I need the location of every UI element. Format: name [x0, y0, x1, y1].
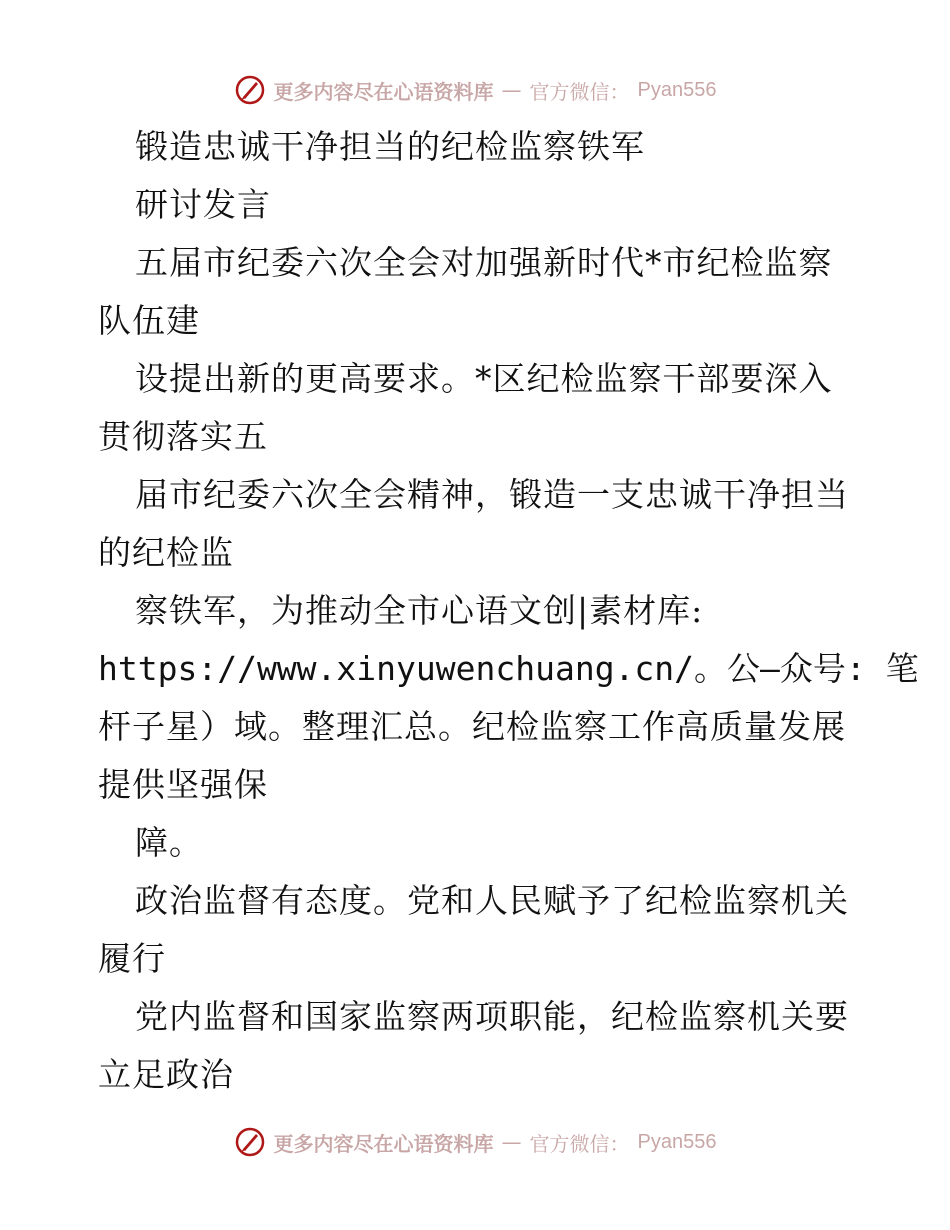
watermark-wechat-label: 官方微信：	[529, 1131, 630, 1156]
paragraph-line: 察铁军，为推动全市心语文创|素材库:	[135, 591, 704, 630]
paragraph-line: 政治监督有态度。党和人民赋予了纪检监察机关	[135, 881, 849, 920]
paragraph-line: 贯彻落实五	[98, 417, 268, 456]
paragraph-line-url: https://www.xinyuwenchuang.cn/。公—众号: 笔	[98, 649, 919, 688]
paragraph-line: 障。	[135, 823, 203, 862]
quill-logo-icon	[234, 74, 266, 106]
paragraph-line: 履行	[98, 939, 166, 978]
watermark-site-text: 更多内容尽在心语资料库	[273, 79, 494, 104]
paragraph-line: 党内监督和国家监察两项职能，纪检监察机关要	[135, 997, 849, 1036]
document-title: 锻造忠诚干净担当的纪检监察铁军	[135, 127, 645, 166]
paragraph-line: 立足政治	[98, 1055, 234, 1094]
watermark-wechat-label: 官方微信：	[529, 79, 630, 104]
watermark-separator: —	[501, 1130, 522, 1154]
watermark-wechat-id: Pyan556	[637, 78, 717, 101]
paragraph-line: 五届市纪委六次全会对加强新时代*市纪检监察	[135, 243, 833, 282]
document-subtitle: 研讨发言	[135, 185, 271, 224]
paragraph-line: 队伍建	[98, 301, 200, 340]
watermark-site-text: 更多内容尽在心语资料库	[273, 1131, 494, 1156]
paragraph-line: 设提出新的更高要求。*区纪检监察干部要深入	[135, 359, 833, 398]
watermark-separator: —	[501, 78, 522, 102]
paragraph-line: 提供坚强保	[98, 765, 268, 804]
watermark-wechat-id: Pyan556	[637, 1130, 717, 1153]
header-watermark	[0, 70, 950, 110]
quill-logo-icon	[234, 1126, 266, 1158]
paragraph-line: 杆子星）域。整理汇总。纪检监察工作高质量发展	[98, 707, 846, 746]
paragraph-line: 届市纪委六次全会精神，锻造一支忠诚干净担当	[135, 475, 849, 514]
document-body	[98, 118, 919, 1104]
footer-watermark	[0, 1122, 950, 1162]
paragraph-line: 的纪检监	[98, 533, 234, 572]
